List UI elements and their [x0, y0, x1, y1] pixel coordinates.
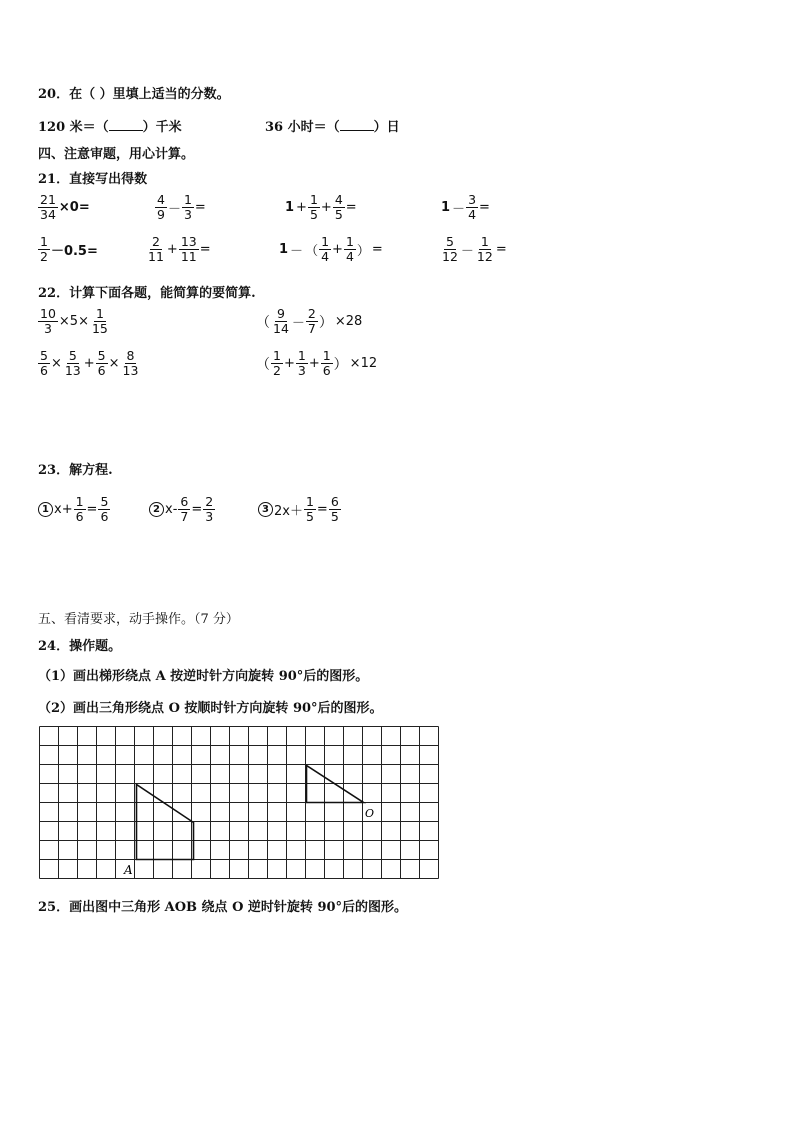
q22-expr-1: $\frac{10}{3}$ ×5× $\frac{1}{15}$ [40, 306, 108, 337]
q22-expr-4: （ $\frac{1}{2}$ + $\frac{1}{3}$ + $\frac{1}{6}$ ） ×12 [256, 348, 378, 379]
q22-expr-3: $\frac{5}{6}$ × $\frac{5}{13}$ + $\frac{5}{6}$ × $\frac{8}{13}$ [40, 348, 139, 379]
fraction: $\frac{1}{4}$ [321, 234, 330, 265]
q20-a-end: ）千米 [142, 120, 182, 135]
fraction: $\frac{5}{12}$ [442, 234, 458, 265]
fraction: $\frac{1}{12}$ [476, 234, 493, 265]
q20-b-end: ）日 [373, 120, 400, 135]
section-4-title: 四、注意审题，用心计算。 [38, 147, 195, 162]
fraction: $\frac{4}{9}$ [157, 192, 165, 223]
fraction: $\frac{8}{13}$ [122, 348, 139, 379]
fraction: $\frac{1}{3}$ [297, 348, 306, 379]
q20-a-blank[interactable] [109, 119, 143, 131]
fraction: $\frac{6}{5}$ [330, 494, 339, 525]
q21-expr-2: $\frac{4}{9}$ － $\frac{1}{3}$ = [157, 192, 206, 223]
point-a-label: A [124, 863, 133, 877]
q21-expr-8: $\frac{5}{12}$ － $\frac{1}{12}$ = [442, 234, 507, 265]
q21-expr-4: 1 － $\frac{3}{4}$ = [441, 192, 490, 223]
fraction: $\frac{21}{34}$ [40, 192, 56, 223]
q20-b-blank[interactable] [340, 119, 374, 131]
fraction: $\frac{5}{13}$ [64, 348, 81, 379]
q20-row-b [265, 116, 400, 135]
fraction: $\frac{1}{5}$ [309, 192, 318, 223]
grid-lines [40, 727, 439, 879]
q24-sub-2: （2）画出三角形绕点 O 按顺时针方向旋转 90°后的图形。 [38, 701, 383, 716]
q23-title: 23．解方程. [38, 463, 113, 478]
fraction: $\frac{5}{6}$ [100, 494, 109, 525]
q21-title: 21．直接写出得数 [38, 172, 148, 187]
point-o-label: O [365, 807, 375, 820]
q23-eq-1: 1 x+ $\frac{1}{6}$ = $\frac{5}{6}$ [38, 495, 110, 525]
fraction: $\frac{4}{5}$ [334, 192, 343, 223]
fraction: $\frac{2}{3}$ [205, 494, 214, 525]
fraction: $\frac{1}{4}$ [345, 234, 354, 265]
fraction: $\frac{5}{6}$ [97, 348, 106, 379]
fraction: $\frac{1}{2}$ [273, 348, 281, 379]
q20-title: 20．在（ ）里填上适当的分数。 [38, 87, 230, 102]
q23-eq-3: 3 2x＋ $\frac{1}{5}$ = $\frac{6}{5}$ [258, 495, 341, 525]
fraction: $\frac{1}{3}$ [183, 192, 192, 223]
fraction: $\frac{1}{5}$ [305, 494, 314, 525]
fraction: $\frac{10}{3}$ [40, 306, 56, 337]
fraction: $\frac{1}{15}$ [91, 306, 108, 337]
fraction: $\frac{2}{11}$ [148, 234, 164, 265]
q21-expr-6: $\frac{2}{11}$ + $\frac{13}{11}$ = [148, 234, 211, 265]
fraction: $\frac{13}{11}$ [180, 234, 197, 265]
fraction: $\frac{1}{6}$ [75, 494, 84, 525]
q24-grid-figure [38, 725, 440, 881]
q23-eq-2: 2 x- $\frac{6}{7}$ = $\frac{2}{3}$ [149, 495, 215, 525]
section-5-title: 五、看清要求，动手操作。（7 分） [38, 612, 239, 627]
fraction: $\frac{6}{7}$ [180, 494, 189, 525]
q24-sub-1: （1）画出梯形绕点 A 按逆时针方向旋转 90°后的图形。 [38, 669, 369, 684]
q21-expr-1: $\frac{21}{34}$ ×0= [40, 192, 90, 223]
fraction: $\frac{9}{14}$ [273, 306, 289, 337]
q22-title: 22．计算下面各题，能简算的要简算. [38, 286, 256, 301]
q25-title: 25．画出图中三角形 AOB 绕点 O 逆时针旋转 90°后的图形。 [38, 900, 408, 915]
fraction: $\frac{1}{2}$ [40, 234, 48, 265]
fraction: $\frac{3}{4}$ [468, 192, 477, 223]
q21-expr-3: 1 + $\frac{1}{5}$ + $\frac{4}{5}$ = [285, 192, 357, 223]
q20-a-text: 120 米＝（ [38, 120, 109, 135]
q21-expr-5: $\frac{1}{2}$ －0.5= [40, 234, 98, 265]
q21-expr-7: 1 － （ $\frac{1}{4}$ + $\frac{1}{4}$ ） = [279, 234, 383, 265]
fraction: $\frac{1}{6}$ [322, 348, 331, 379]
q24-title: 24．操作题。 [38, 639, 122, 654]
q20-b-text: 36 小时＝（ [265, 120, 340, 135]
q20-row [38, 116, 182, 135]
q22-expr-2: （ $\frac{9}{14}$ － $\frac{2}{7}$ ） ×28 [256, 306, 363, 337]
fraction: $\frac{2}{7}$ [307, 306, 316, 337]
fraction: $\frac{5}{6}$ [40, 348, 48, 379]
